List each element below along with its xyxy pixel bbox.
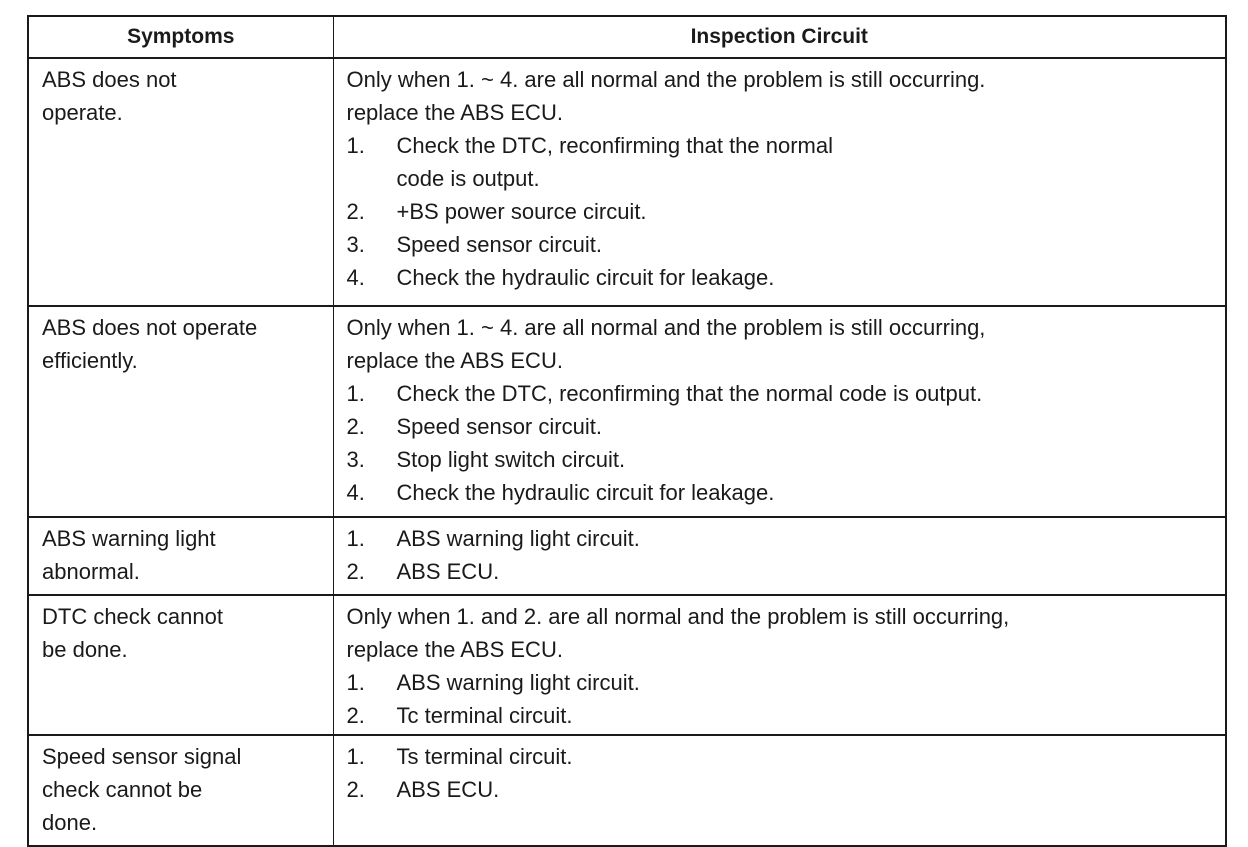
header-inspection-circuit: Inspection Circuit (333, 16, 1226, 58)
item-text: Stop light switch circuit. (396, 447, 626, 472)
list-item (347, 410, 1216, 443)
item-text: Check the hydraulic circuit for leakage. (396, 480, 775, 505)
symptom-inspection-table (27, 15, 1227, 847)
item-number: 2. (346, 559, 365, 584)
inspection-cell (333, 58, 1226, 306)
item-number: 2. (346, 703, 365, 728)
item-number: 1. (346, 670, 365, 695)
symptom-text: abnormal. (42, 559, 140, 584)
inspection-cell (333, 735, 1226, 846)
item-number: 1. (346, 381, 365, 406)
item-number: 2. (346, 199, 365, 224)
item-text: ABS ECU. (396, 777, 500, 802)
symptom-text: be done. (42, 637, 128, 662)
inspection-cell (333, 595, 1226, 735)
item-text: Check the DTC, reconfirming that the normal (396, 133, 834, 158)
symptom-text: check cannot be (42, 777, 203, 802)
list-item (347, 228, 1216, 261)
item-number: 3. (346, 447, 365, 472)
header-symptoms: Symptoms (28, 16, 333, 58)
symptom-text: ABS does not operate (42, 315, 258, 340)
item-text: ABS ECU. (396, 559, 500, 584)
list-item (347, 476, 1216, 509)
item-text: Tc terminal circuit. (396, 703, 573, 728)
inspection-cell (333, 306, 1226, 517)
symptom-cell (28, 517, 333, 595)
item-text: ABS warning light circuit. (396, 526, 640, 551)
list-item (347, 443, 1216, 476)
symptom-text: done. (42, 810, 98, 835)
symptom-text: Speed sensor signal (42, 744, 242, 769)
table-row (28, 517, 1226, 595)
header-row (28, 16, 1226, 58)
table-row (28, 595, 1226, 735)
item-text: Check the DTC, reconfirming that the normal code is output. (396, 381, 983, 406)
item-text: Speed sensor circuit. (396, 232, 602, 257)
intro-text: replace the ABS ECU. (346, 100, 563, 125)
list-item (347, 773, 1216, 806)
list-item (347, 261, 1216, 294)
item-number: 4. (346, 480, 365, 505)
intro-text: Only when 1. and 2. are all normal and the problem is still occurring, (346, 604, 1010, 629)
item-text: Ts terminal circuit. (396, 744, 573, 769)
item-number: 2. (346, 414, 365, 439)
list-item (347, 666, 1216, 699)
symptom-text: ABS warning light (42, 526, 216, 551)
item-number: 1. (346, 744, 365, 769)
list-item (347, 555, 1216, 588)
list-item (347, 522, 1216, 555)
list-item (347, 377, 1216, 410)
symptom-cell (28, 306, 333, 517)
intro-text: Only when 1. ~ 4. are all normal and the problem is still occurring. (346, 67, 986, 92)
item-number: 3. (346, 232, 365, 257)
list-item (347, 740, 1216, 773)
item-text: ABS warning light circuit. (396, 670, 640, 695)
symptom-cell (28, 735, 333, 846)
table-row (28, 735, 1226, 846)
intro-text: Only when 1. ~ 4. are all normal and the problem is still occurring, (346, 315, 986, 340)
symptom-text: ABS does not (42, 67, 177, 92)
list-item (347, 195, 1216, 228)
item-text: Speed sensor circuit. (396, 414, 602, 439)
intro-text: replace the ABS ECU. (346, 348, 563, 373)
item-number: 4. (346, 265, 365, 290)
inspection-cell (333, 517, 1226, 595)
list-item (347, 129, 1216, 195)
item-text: +BS power source circuit. (396, 199, 647, 224)
symptom-text: DTC check cannot (42, 604, 223, 629)
item-number: 2. (346, 777, 365, 802)
table-row (28, 306, 1226, 517)
item-text: code is output. (396, 166, 540, 191)
symptom-cell (28, 595, 333, 735)
symptom-text: operate. (42, 100, 123, 125)
list-item (347, 699, 1216, 732)
table-row (28, 58, 1226, 306)
symptom-text: efficiently. (42, 348, 138, 373)
item-number: 1. (346, 526, 365, 551)
item-text: Check the hydraulic circuit for leakage. (396, 265, 775, 290)
item-number: 1. (346, 133, 365, 158)
symptom-cell (28, 58, 333, 306)
intro-text: replace the ABS ECU. (346, 637, 563, 662)
